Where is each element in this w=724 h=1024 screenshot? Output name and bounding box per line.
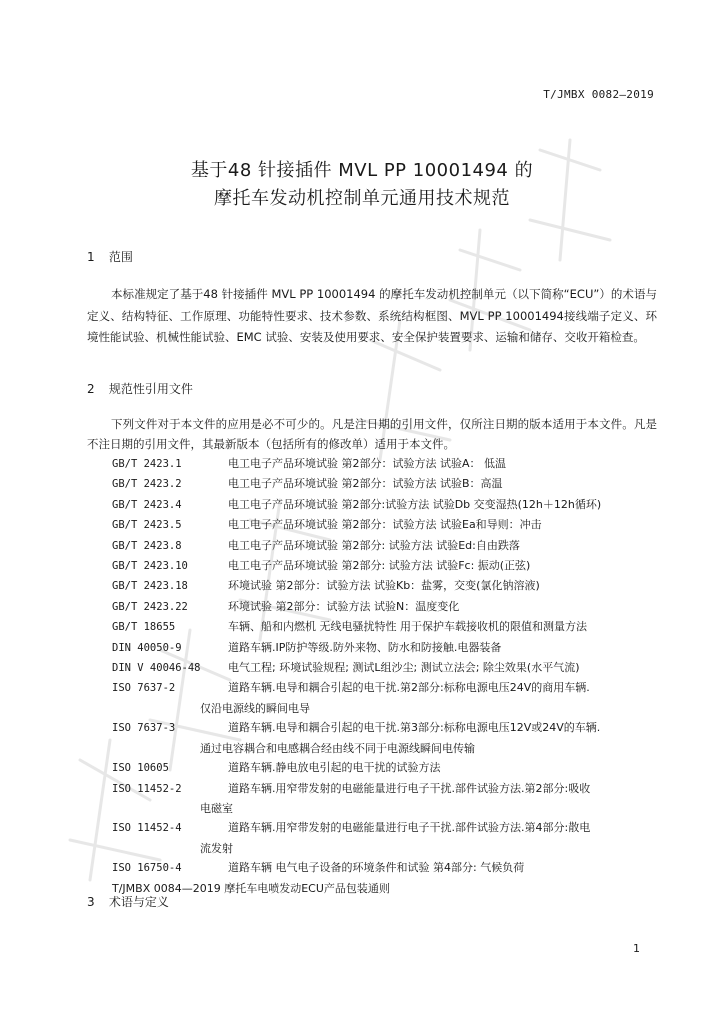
reference-code: ISO 11452-4 (112, 822, 182, 835)
reference-code: ISO 16750-4 (112, 862, 182, 875)
reference-code: GB/T 18655 (112, 621, 176, 634)
document-title-line1: 基于48 针接插件 MVL PP 10001494 的 (190, 160, 534, 181)
document-title-line2: 摩托车发动机控制单元通用技术规范 (214, 188, 510, 209)
reference-item (112, 515, 662, 535)
reference-title: 道路车辆.IP防护等级.防外来物、防水和防接触.电器装备 (228, 640, 502, 654)
reference-code: GB/T 2423.4 (112, 498, 182, 511)
reference-title: 电气工程; 环境试验规程; 测试L组沙尘; 测试立法会; 除尘效果(水平气流) (228, 661, 580, 675)
section-title: 术语与定义 (108, 895, 169, 909)
reference-title: 道路车辆.用窄带发射的电磁能量进行电子干扰.部件试验方法.第4部分:散电 (228, 821, 591, 835)
reference-title: 道路车辆.电导和耦合引起的电干扰.第3部分:标称电源电压12V或24V的车辆. (228, 721, 601, 735)
references-list (112, 454, 662, 898)
section-heading-scope (87, 248, 133, 265)
section-heading-terms (87, 893, 169, 910)
reference-item (112, 718, 662, 758)
reference-code: DIN 40050-9 (112, 641, 182, 654)
references-intro-paragraph: 下列文件对于本文件的应用是必不可少的。凡是注日期的引用文件，仅所注日期的版本适用于本文件。凡是不注日期的引用文件，其最新版本（包括所有的修改单）适用于本文件。 (87, 417, 657, 451)
reference-item (112, 818, 662, 858)
reference-title: 道路车辆 电气电子设备的环境条件和试验 第4部分: 气候负荷 (228, 861, 525, 875)
reference-item (112, 576, 662, 596)
page-number: 1 (633, 942, 640, 955)
reference-title: 道路车辆.用窄带发射的电磁能量进行电子干扰.部件试验方法.第2部分:吸收 (228, 781, 591, 795)
reference-title: 道路车辆.静电放电引起的电干扰的试验方法 (228, 761, 441, 775)
reference-item (112, 495, 662, 515)
reference-item-last: T/JMBX 0084—2019 摩托车电喷发动ECU产品包装通则 (112, 881, 390, 895)
reference-code: ISO 7637-2 (112, 682, 176, 695)
scope-paragraph: 本标准规定了基于48 针接插件 MVL PP 10001494 的摩托车发动机控制单元（以下简称“ECU”）的术语与定义、结构特征、工作原理、功能特性要求、技术参数、系统结构框图、MVL PP 10001494接线端子定义、环境性能试验、机械性能试验、EMC 试验、安装及使用要求、安全保护装置要求、运输和储存、交收开箱检查。 (87, 287, 657, 344)
reference-code: GB/T 2423.2 (112, 478, 182, 491)
reference-title: 电工电子产品环境试验 第2部分: 试验方法 试验Ed:自由跌落 (228, 538, 520, 552)
reference-item (112, 758, 662, 778)
reference-title: 环境试验 第2部分：试验方法 试验N：温度变化 (228, 599, 460, 613)
section-number: 3 (87, 895, 95, 909)
reference-item (112, 536, 662, 556)
reference-item (112, 858, 662, 878)
section-number: 2 (87, 382, 95, 396)
reference-item (112, 454, 662, 474)
reference-title: 电工电子产品环境试验 第2部分: 试验方法 试验Fc: 振动(正弦) (228, 559, 531, 573)
reference-title-continued: 电磁室 (200, 801, 233, 815)
reference-title: 电工电子产品环境试验 第2部分：试验方法 试验A： 低温 (228, 457, 507, 470)
reference-code: GB/T 2423.1 (112, 458, 182, 470)
reference-code: GB/T 2423.18 (112, 580, 188, 593)
section-title: 范围 (108, 250, 133, 264)
reference-code: GB/T 2423.8 (112, 539, 182, 552)
reference-item (112, 638, 662, 658)
reference-code: GB/T 2423.10 (112, 560, 188, 573)
reference-title-continued: 仅沿电源线的瞬间电导 (200, 701, 310, 715)
document-code: T/JMBX 0082—2019 (543, 88, 654, 101)
reference-title: 环境试验 第2部分：试验方法 试验Kb：盐雾，交变(氯化钠溶液) (228, 579, 540, 593)
reference-code: ISO 10605 (112, 762, 169, 775)
reference-item (112, 617, 662, 637)
reference-item (112, 474, 662, 494)
reference-item (112, 597, 662, 617)
reference-title: 车辆、船和内燃机 无线电骚扰特性 用于保护车载接收机的限值和测量方法 (228, 620, 587, 634)
reference-title-continued: 通过电容耦合和电感耦合经由线不同于电源线瞬间电传输 (200, 741, 475, 755)
reference-code: GB/T 2423.22 (112, 600, 188, 613)
reference-code: ISO 11452-2 (112, 782, 182, 795)
section-heading-references (87, 380, 193, 397)
reference-item (112, 658, 662, 678)
reference-title-continued: 流发射 (200, 841, 233, 855)
reference-code: GB/T 2423.5 (112, 519, 182, 532)
reference-item (112, 779, 662, 819)
reference-title: 电工电子产品环境试验 第2部分:试验方法 试验Db 交变湿热(12h＋12h循环) (228, 497, 602, 511)
reference-code: DIN V 40046-48 (112, 662, 201, 675)
section-number: 1 (87, 250, 95, 264)
reference-title: 电工电子产品环境试验 第2部分：试验方法 试验Ea和导则：冲击 (228, 518, 542, 532)
reference-title: 电工电子产品环境试验 第2部分：试验方法 试验B：高温 (228, 477, 503, 491)
reference-item (112, 556, 662, 576)
section-title: 规范性引用文件 (108, 382, 193, 396)
reference-title: 道路车辆.电导和耦合引起的电干扰.第2部分:标称电源电压24V的商用车辆. (228, 681, 590, 695)
reference-item (112, 678, 662, 718)
reference-code: ISO 7637-3 (112, 722, 176, 735)
